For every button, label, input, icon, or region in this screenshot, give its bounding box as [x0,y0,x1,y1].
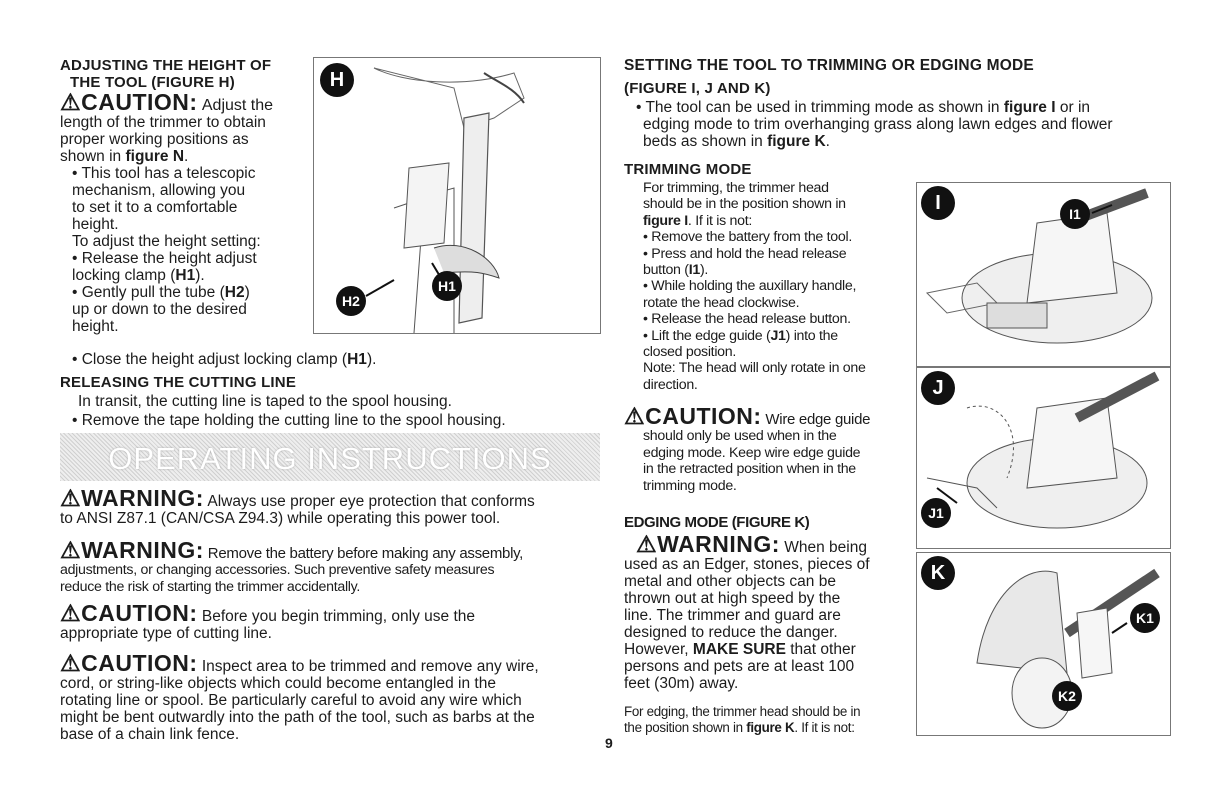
caution-inspect-area: ⚠CAUTION: Inspect area to be trimmed and remove any wire, cord, or string-like objects which could become entangled in the rotating line or spool. Be particularly careful to avoid any wire which might be bent outwardly into the path of the tool, such as barbs at the base of a chain link fence. [60,650,539,743]
edging-mode-heading: EDGING MODE (FIGURE K) [624,514,810,531]
callout-h2: H2 [336,286,366,316]
adjust-height-heading: ADJUSTING THE HEIGHT OF THE TOOL (FIGURE H) [60,57,272,91]
figure-i-badge: I [921,186,955,220]
trimming-caution: ⚠CAUTION: Wire edge guide should only be used when in the edging mode. Keep wire edge guide in the retracted position when in the trimming mode. [624,403,871,494]
caution-label: ⚠CAUTION: [60,89,198,115]
figure-j-illustration [917,368,1170,548]
figure-k-illustration [917,553,1170,735]
caution-cutting-line: ⚠CAUTION: Before you begin trimming, only use the appropriate type of cutting line. [60,600,475,642]
releasing-line-step: • Remove the tape holding the cutting line to the spool housing. [72,412,506,429]
warning-eye-protection: ⚠WARNING: Always use proper eye protection that conforms to ANSI Z87.1 (CAN/CSA Z94.3) while operating this power tool. [60,485,535,527]
mode-description: • The tool can be used in trimming mode as shown in figure I or in edging mode to trim overhanging grass along lawn edges and flower beds as shown in figure K. [636,99,1113,150]
adjust-height-section: ⚠CAUTION: Adjust the length of the trimmer to obtain proper working positions as shown in figure N. • This tool has a telescopic mechanism, allowing you to set it to a comfortable height. To adjust the height setting: • Release the height adjust locking clamp (H1). • Gently pull the tube (H2) up or down to the desired height. [60,89,274,335]
mode-heading: SETTING THE TOOL TO TRIMMING OR EDGING MODE [624,57,1034,74]
callout-h1: H1 [432,271,462,301]
figure-k-badge: K [921,556,955,590]
figure-i [916,182,1171,367]
callout-i1: I1 [1060,199,1090,229]
page-number: 9 [605,735,613,751]
figure-j-badge: J [921,371,955,405]
figure-j [916,367,1171,549]
figure-h [313,57,601,334]
trimming-mode-text: For trimming, the trimmer head should be in the position shown in figure I. If it is not: • Remove the battery from the tool. • Press and hold the head release button (I1). • While holding the auxillary handle, rotate the head clockwise. • Release the head release button. • Lift the edge guide (J1) into the closed position. Note: The head will only rotate in one direction. [643,180,866,393]
close-clamp-step: • Close the height adjust locking clamp (H1). [72,351,377,368]
figure-i-illustration [917,183,1170,366]
callout-j1: J1 [921,498,951,528]
callout-k1: K1 [1130,603,1160,633]
releasing-line-heading: RELEASING THE CUTTING LINE [60,374,297,391]
trimming-mode-heading: TRIMMING MODE [624,161,752,178]
figure-h-badge: H [320,63,354,97]
warning-remove-battery: ⚠WARNING: Remove the battery before making any assembly, adjustments, or changing accessories. Such preventive safety measures reduce the risk of starting the trimmer accidentally. [60,537,524,595]
operating-instructions-banner: OPERATING INSTRUCTIONS [60,433,600,481]
callout-k2: K2 [1052,681,1082,711]
figure-k [916,552,1171,736]
releasing-line-text: In transit, the cutting line is taped to the spool housing. [78,393,452,410]
edging-mode-text: For edging, the trimmer head should be in the position shown in figure K. If it is not: [624,704,861,735]
mode-subheading: (FIGURE I, J AND K) [624,80,771,97]
edging-warning: ⚠WARNING: When being used as an Edger, stones, pieces of metal and other objects can be thrown out at high speed by the line. The trimmer and guard are designed to reduce the danger. However, MAKE SURE that other persons and pets are at least 100 feet (30m) away. [624,531,870,692]
